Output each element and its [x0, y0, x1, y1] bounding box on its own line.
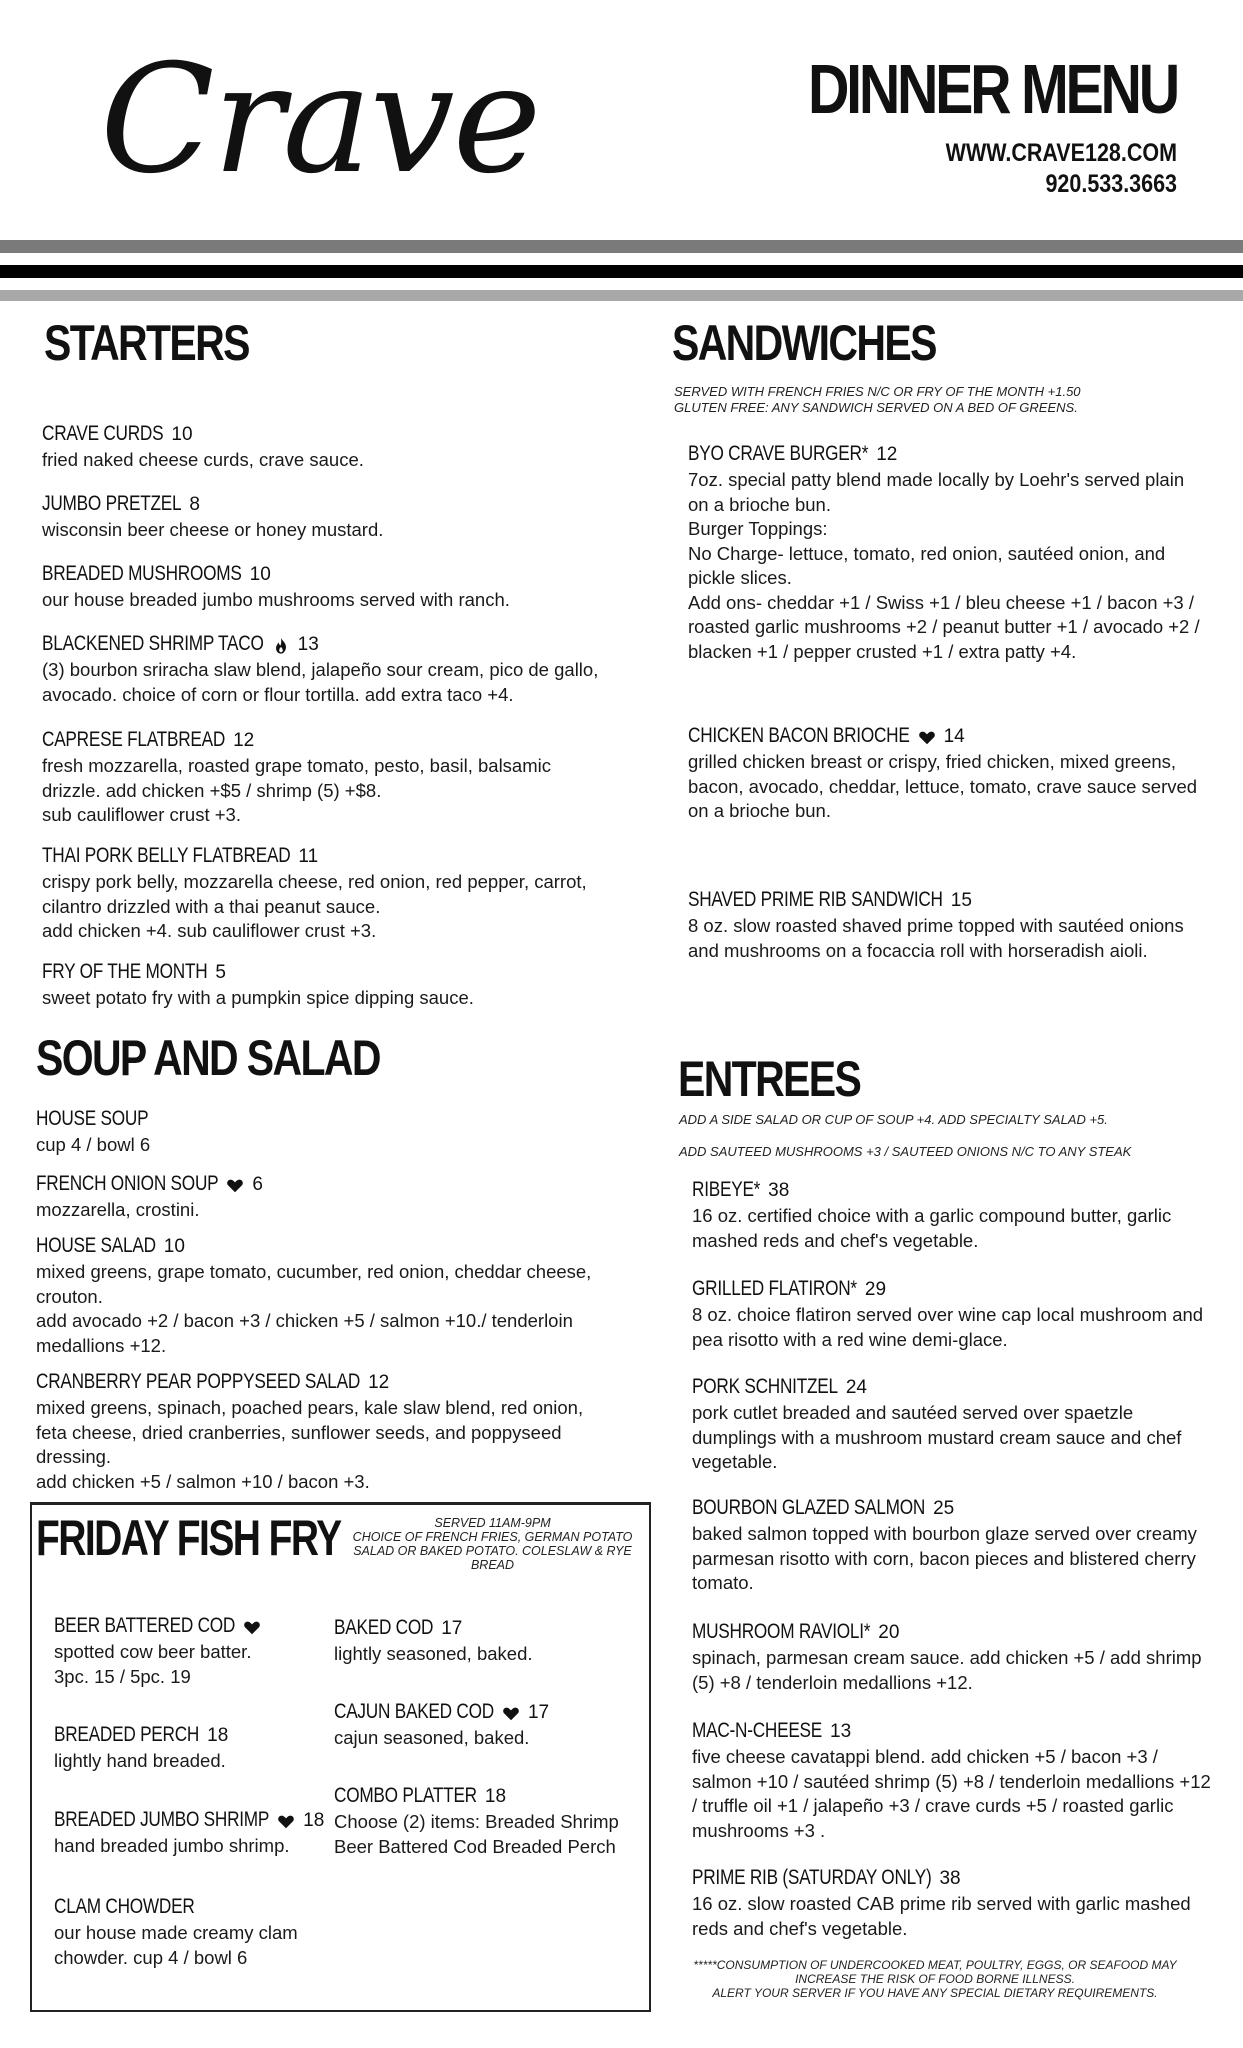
menu-item: [692, 1717, 1212, 1843]
sandwiches-note: SERVED WITH FRENCH FRIES N/C OR FRY OF THE MONTH +1.50 GLUTEN FREE: ANY SANDWICH SERVED ON A BED OF GREENS.: [674, 384, 1081, 415]
menu-item: [42, 560, 612, 613]
item-name: BREADED PERCH: [54, 1723, 200, 1746]
item-price: 14: [943, 726, 965, 747]
menu-item: [42, 958, 612, 1011]
menu-item: [42, 420, 612, 473]
starters-heading: STARTERS: [44, 315, 249, 371]
menu-item: [688, 722, 1208, 824]
item-price: 8: [189, 494, 200, 515]
item-name: BLACKENED SHRIMP TACO: [42, 632, 264, 655]
item-price: 18: [207, 1725, 229, 1746]
item-name: FRENCH ONION SOUP: [36, 1172, 219, 1195]
item-description: 16 oz. slow roasted CAB prime rib served with garlic mashed reds and chef's vegetable.: [692, 1893, 1191, 1939]
header-divider-light: [0, 290, 1243, 301]
header-divider-gray: [0, 240, 1243, 253]
item-description: spotted cow beer batter. 3pc. 15 / 5pc. 19: [54, 1641, 252, 1687]
heart-icon: [918, 729, 936, 747]
menu-item: [692, 1494, 1212, 1596]
item-description: cup 4 / bowl 6: [36, 1134, 151, 1155]
item-description: spinach, parmesan cream sauce. add chicken +5 / add shrimp (5) +8 / tenderloin medallions +12.: [692, 1647, 1202, 1693]
entrees-note-2: ADD SAUTEED MUSHROOMS +3 / SAUTEED ONIONS N/C TO ANY STEAK: [679, 1144, 1132, 1159]
menu-item: [692, 1275, 1212, 1352]
item-name: BOURBON GLAZED SALMON: [692, 1496, 926, 1519]
item-price: 13: [297, 634, 319, 655]
item-name: GRILLED FLATIRON*: [692, 1277, 857, 1300]
item-name: CHICKEN BACON BRIOCHE: [688, 724, 910, 747]
item-description: mozzarella, crostini.: [36, 1199, 200, 1220]
item-description: 8 oz. choice flatiron served over wine cap local mushroom and pea risotto with a red wine demi-glace.: [692, 1304, 1204, 1350]
entrees-note-1: ADD A SIDE SALAD OR CUP OF SOUP +4. ADD SPECIALTY SALAD +5.: [679, 1112, 1108, 1127]
item-price: 11: [298, 846, 319, 867]
sandwiches-heading: SANDWICHES: [672, 315, 936, 371]
entrees-heading: ENTREES: [678, 1051, 861, 1107]
item-description: grilled chicken breast or crispy, fried chicken, mixed greens, bacon, avocado, cheddar, lettuce, tomato, crave sauce served on a brioche bun.: [688, 751, 1198, 821]
heart-icon: [502, 1705, 520, 1723]
item-name: HOUSE SALAD: [36, 1234, 156, 1257]
item-name: PRIME RIB (SATURDAY ONLY): [692, 1866, 932, 1889]
item-price: 38: [939, 1868, 961, 1889]
item-description: crispy pork belly, mozzarella cheese, red onion, red pepper, carrot, cilantro drizzled with a thai peanut sauce. add chicken +4. sub cauliflower crust +3.: [42, 871, 587, 941]
item-name: CRANBERRY PEAR POPPYSEED SALAD: [36, 1370, 361, 1393]
menu-item: [42, 490, 612, 543]
item-price: 18: [484, 1786, 507, 1807]
menu-item: [334, 1614, 639, 1667]
menu-item: [42, 726, 612, 828]
menu-item: [54, 1612, 324, 1689]
item-price: 5: [215, 962, 226, 983]
menu-item: [36, 1232, 616, 1358]
contact-info: [946, 138, 1177, 200]
item-description: sweet potato fry with a pumpkin spice dipping sauce.: [42, 987, 474, 1008]
item-description: 7oz. special patty blend made locally by Loehr's served plain on a brioche bun. Burger Toppings: No Charge- lettuce, tomato, red onion, sautéed onion, and pickle slices. Add ons- cheddar +1 / Swiss +1 / bleu cheese +1 / bacon +3 / roasted garlic mushrooms +2 / peanut butter +1 / avocado +2 / blacken +1 / pepper crusted +1 / extra patty +4.: [688, 469, 1200, 662]
item-name: BEER BATTERED COD: [54, 1614, 236, 1637]
flame-icon: [272, 637, 290, 655]
menu-item: [36, 1368, 616, 1494]
item-description: cajun seasoned, baked.: [334, 1727, 530, 1748]
item-name: BREADED MUSHROOMS: [42, 562, 242, 585]
menu-item: [688, 440, 1208, 664]
item-name: BAKED COD: [334, 1616, 434, 1639]
menu-item: [334, 1698, 639, 1751]
item-price: 6: [252, 1174, 263, 1195]
item-name: COMBO PLATTER: [334, 1784, 477, 1807]
item-price: 25: [933, 1498, 955, 1519]
menu-item: [692, 1864, 1212, 1941]
item-price: 10: [163, 1236, 185, 1257]
menu-item: [334, 1782, 639, 1859]
item-name: CRAVE CURDS: [42, 422, 164, 445]
item-name: PORK SCHNITZEL: [692, 1375, 838, 1398]
item-name: SHAVED PRIME RIB SANDWICH: [688, 888, 943, 911]
item-description: five cheese cavatappi blend. add chicken +5 / bacon +3 / salmon +10 / sautéed shrimp (5) +8 / tenderloin medallions +12 / truffle oil +1 / jalapeño +3 / crave curds +5 / roasted garlic mushrooms +3 .: [692, 1746, 1211, 1841]
item-price: 38: [768, 1180, 790, 1201]
menu-item: [42, 842, 612, 944]
item-description: lightly hand breaded.: [54, 1750, 226, 1771]
item-name: MAC-N-CHEESE: [692, 1719, 823, 1742]
phone-number: 920.533.3663: [1045, 170, 1177, 198]
item-description: lightly seasoned, baked.: [334, 1643, 533, 1664]
heart-icon: [226, 1177, 244, 1195]
consumption-warning: *****CONSUMPTION OF UNDERCOOKED MEAT, POULTRY, EGGS, OR SEAFOOD MAY INCREASE THE RISK OF FOOD BORNE ILLNESS. ALERT YOUR SERVER IF YOU HAVE ANY SPECIAL DIETARY REQUIREMENTS.: [693, 1958, 1177, 2000]
item-name: CAJUN BAKED COD: [334, 1700, 494, 1723]
logo: Crave: [100, 33, 540, 207]
soup-salad-heading: SOUP AND SALAD: [36, 1030, 380, 1086]
menu-item: [54, 1893, 324, 1970]
item-price: 13: [830, 1721, 852, 1742]
item-description: mixed greens, spinach, poached pears, kale slaw blend, red onion, feta cheese, dried cranberries, sunflower seeds, and poppyseed dressing. add chicken +5 / salmon +10 / bacon +3.: [36, 1397, 584, 1492]
item-description: Choose (2) items: Breaded Shrimp Beer Battered Cod Breaded Perch: [334, 1811, 619, 1857]
item-name: HOUSE SOUP: [36, 1107, 149, 1130]
item-name: RIBEYE*: [692, 1178, 761, 1201]
item-price: 12: [368, 1372, 390, 1393]
item-description: pork cutlet breaded and sautéed served over spaetzle dumplings with a mushroom mustard cream sauce and chef vegetable.: [692, 1402, 1182, 1472]
menu-item: [54, 1806, 324, 1859]
item-name: JUMBO PRETZEL: [42, 492, 182, 515]
item-name: FRY OF THE MONTH: [42, 960, 208, 983]
item-price: 18: [303, 1810, 325, 1831]
item-description: fried naked cheese curds, crave sauce.: [42, 449, 364, 470]
item-name: CAPRESE FLATBREAD: [42, 728, 226, 751]
menu-item: [688, 886, 1208, 963]
item-description: wisconsin beer cheese or honey mustard.: [42, 519, 384, 540]
item-price: 24: [845, 1377, 867, 1398]
menu-item: [54, 1721, 324, 1774]
fish-fry-note: SERVED 11AM-9PM CHOICE OF FRENCH FRIES, GERMAN POTATO SALAD OR BAKED POTATO. COLESLAW & RYE BREAD: [352, 1516, 633, 1572]
item-name: THAI PORK BELLY FLATBREAD: [42, 844, 291, 867]
item-description: 8 oz. slow roasted shaved prime topped with sautéed onions and mushrooms on a focaccia roll with horseradish aioli.: [688, 915, 1184, 961]
item-price: 10: [171, 424, 193, 445]
website-link[interactable]: WWW.CRAVE128.COM: [945, 139, 1177, 167]
item-description: mixed greens, grape tomato, cucumber, red onion, cheddar cheese, crouton. add avocado +2 / bacon +3 / chicken +5 / salmon +10./ tenderloin medallions +12.: [36, 1261, 592, 1356]
item-price: 17: [441, 1618, 463, 1639]
page-title: DINNER MENU: [808, 50, 1177, 128]
item-description: 16 oz. certified choice with a garlic compound butter, garlic mashed reds and chef's vegetable.: [692, 1205, 1172, 1251]
item-price: 29: [864, 1279, 887, 1300]
item-price: 20: [878, 1622, 900, 1643]
item-description: (3) bourbon sriracha slaw blend, jalapeño sour cream, pico de gallo, avocado. choice of corn or flour tortilla. add extra taco +4.: [42, 659, 599, 705]
item-description: hand breaded jumbo shrimp.: [54, 1835, 290, 1856]
item-price: 17: [527, 1702, 550, 1723]
item-price: 12: [876, 444, 898, 465]
item-name: MUSHROOM RAVIOLI*: [692, 1620, 871, 1643]
item-name: BREADED JUMBO SHRIMP: [54, 1808, 270, 1831]
item-description: our house breaded jumbo mushrooms served with ranch.: [42, 589, 510, 610]
heart-icon: [243, 1619, 261, 1637]
menu-item: [692, 1618, 1212, 1695]
header-divider-black: [0, 265, 1243, 278]
menu-item: [36, 1105, 616, 1158]
item-description: our house made creamy clam chowder. cup 4 / bowl 6: [54, 1922, 298, 1968]
item-price: 15: [950, 890, 972, 911]
item-description: fresh mozzarella, roasted grape tomato, pesto, basil, balsamic drizzle. add chicken +$5 / shrimp (5) +$8. sub cauliflower crust +3.: [42, 755, 551, 825]
item-name: CLAM CHOWDER: [54, 1895, 195, 1918]
item-description: baked salmon topped with bourbon glaze served over creamy parmesan risotto with corn, bacon pieces and blistered cherry tomato.: [692, 1523, 1197, 1593]
fish-fry-heading: FRIDAY FISH FRY: [36, 1510, 341, 1566]
heart-icon: [277, 1813, 295, 1831]
item-price: 12: [233, 730, 255, 751]
item-price: 10: [249, 564, 271, 585]
menu-item: [692, 1373, 1212, 1475]
menu-item: [42, 630, 612, 707]
menu-item: [36, 1170, 616, 1223]
menu-item: [692, 1176, 1212, 1253]
item-name: BYO CRAVE BURGER*: [688, 442, 869, 465]
